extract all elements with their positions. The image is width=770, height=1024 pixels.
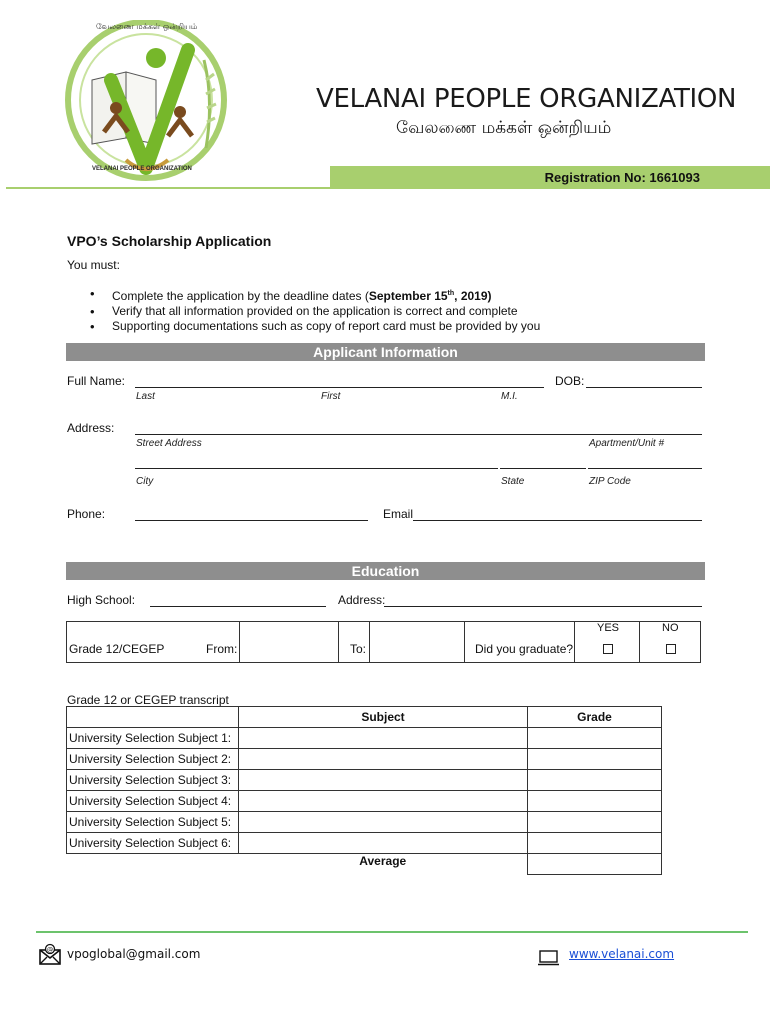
requirement-verify: • Verify that all information provided on the application is correct and complete: [90, 304, 710, 319]
grade-cell[interactable]: [528, 812, 662, 833]
from-label: From:: [206, 642, 238, 656]
no-label: NO: [662, 622, 679, 634]
monitor-icon: [538, 950, 560, 966]
requirements-list: [90, 286, 710, 334]
subject-cell[interactable]: [239, 770, 528, 791]
organization-name-tamil: வேலணை மக்கள் ஒன்றியம்: [396, 118, 612, 138]
high-school-field[interactable]: [150, 606, 326, 607]
to-date-field[interactable]: [369, 621, 465, 663]
phone-label: Phone:: [67, 507, 106, 521]
email-label: Email: [383, 507, 414, 521]
subject-row-label: University Selection Subject 2:: [67, 749, 239, 770]
table-row: [67, 833, 662, 854]
table-header-row: [67, 707, 662, 728]
table-row: [67, 791, 662, 812]
footer-website-link[interactable]: www.velanai.com: [569, 947, 675, 961]
organization-name: VELANAI PEOPLE ORGANIZATION: [316, 84, 737, 114]
school-address-field[interactable]: [384, 606, 702, 607]
no-checkbox[interactable]: [666, 644, 676, 654]
logo-top-text: வேலணை மக்கள் ஒன்றியம்: [96, 22, 198, 31]
grade-cell[interactable]: [528, 770, 662, 791]
you-must-label: You must:: [67, 258, 120, 272]
header-rule: [6, 187, 336, 189]
grade-label: Grade 12/CEGEP: [69, 642, 165, 656]
to-label: To:: [350, 642, 367, 656]
table-row: [67, 728, 662, 749]
phone-field[interactable]: [135, 520, 368, 521]
registration-band: [330, 166, 770, 189]
svg-text:@: @: [46, 945, 54, 954]
subject-header: Subject: [239, 707, 528, 728]
table-header-blank: [67, 707, 239, 728]
transcript-table: [66, 706, 662, 875]
application-title: VPO’s Scholarship Application: [67, 233, 272, 249]
envelope-icon: [38, 942, 62, 966]
middle-initial-caption: M.I.: [501, 391, 518, 402]
subject-cell[interactable]: [239, 833, 528, 854]
address-label: Address:: [67, 421, 115, 435]
city-field[interactable]: [135, 468, 498, 469]
logo-bottom-text: VELANAI PEOPLE ORGANIZATION: [92, 166, 192, 172]
table-row: [67, 749, 662, 770]
dob-field[interactable]: [586, 387, 702, 388]
subject-cell[interactable]: [239, 749, 528, 770]
graduation-table: [66, 621, 701, 663]
registration-number: Registration No: 1661093: [544, 170, 700, 185]
transcript-label: Grade 12 or CEGEP transcript: [67, 693, 229, 707]
email-field[interactable]: [413, 520, 702, 521]
first-name-caption: First: [321, 391, 341, 402]
table-row: [67, 812, 662, 833]
zip-field[interactable]: [588, 468, 702, 469]
grade-cell[interactable]: [528, 749, 662, 770]
yes-checkbox[interactable]: [603, 644, 613, 654]
high-school-label: High School:: [67, 593, 136, 607]
average-grade-cell[interactable]: [528, 854, 662, 875]
average-label: Average: [359, 854, 407, 868]
footer-divider: [36, 931, 748, 933]
yes-label: YES: [597, 622, 620, 634]
subject-row-label: University Selection Subject 4:: [67, 791, 239, 812]
education-header: Education: [66, 562, 705, 580]
organization-logo: [56, 20, 236, 185]
zip-caption: ZIP Code: [589, 476, 631, 487]
subject-row-label: University Selection Subject 6:: [67, 833, 239, 854]
footer-email[interactable]: vpoglobal@gmail.com: [67, 947, 201, 961]
grade-cell[interactable]: [528, 791, 662, 812]
subject-row-label: University Selection Subject 3:: [67, 770, 239, 791]
requirement-documents: • Supporting documentations such as copy of report card must be provided by you: [90, 319, 710, 334]
full-name-label: Full Name:: [67, 374, 126, 388]
last-name-caption: Last: [136, 391, 155, 402]
state-caption: State: [501, 476, 525, 487]
street-address-caption: Street Address: [136, 438, 202, 449]
average-blank: [67, 854, 239, 875]
full-name-field[interactable]: [135, 387, 544, 388]
grade-header: Grade: [528, 707, 662, 728]
apartment-caption: Apartment/Unit #: [589, 438, 665, 449]
applicant-information-header: Applicant Information: [66, 343, 705, 361]
subject-cell[interactable]: [239, 791, 528, 812]
requirement-deadline: • Complete the application by the deadline dates (September 15th, 2019): [90, 286, 710, 304]
yes-column: [574, 621, 640, 663]
state-field[interactable]: [500, 468, 586, 469]
subject-row-label: University Selection Subject 1:: [67, 728, 239, 749]
subject-row-label: University Selection Subject 5:: [67, 812, 239, 833]
school-address-label: Address:: [338, 593, 386, 607]
street-address-field[interactable]: [135, 434, 702, 435]
average-row: [67, 854, 662, 875]
dob-label: DOB:: [555, 374, 585, 388]
graduate-question: Did you graduate?: [475, 642, 574, 656]
subject-cell[interactable]: [239, 812, 528, 833]
city-caption: City: [136, 476, 154, 487]
subject-cell[interactable]: [239, 728, 528, 749]
table-row: [67, 770, 662, 791]
from-date-field[interactable]: [239, 621, 339, 663]
grade-cell[interactable]: [528, 833, 662, 854]
grade-cell[interactable]: [528, 728, 662, 749]
